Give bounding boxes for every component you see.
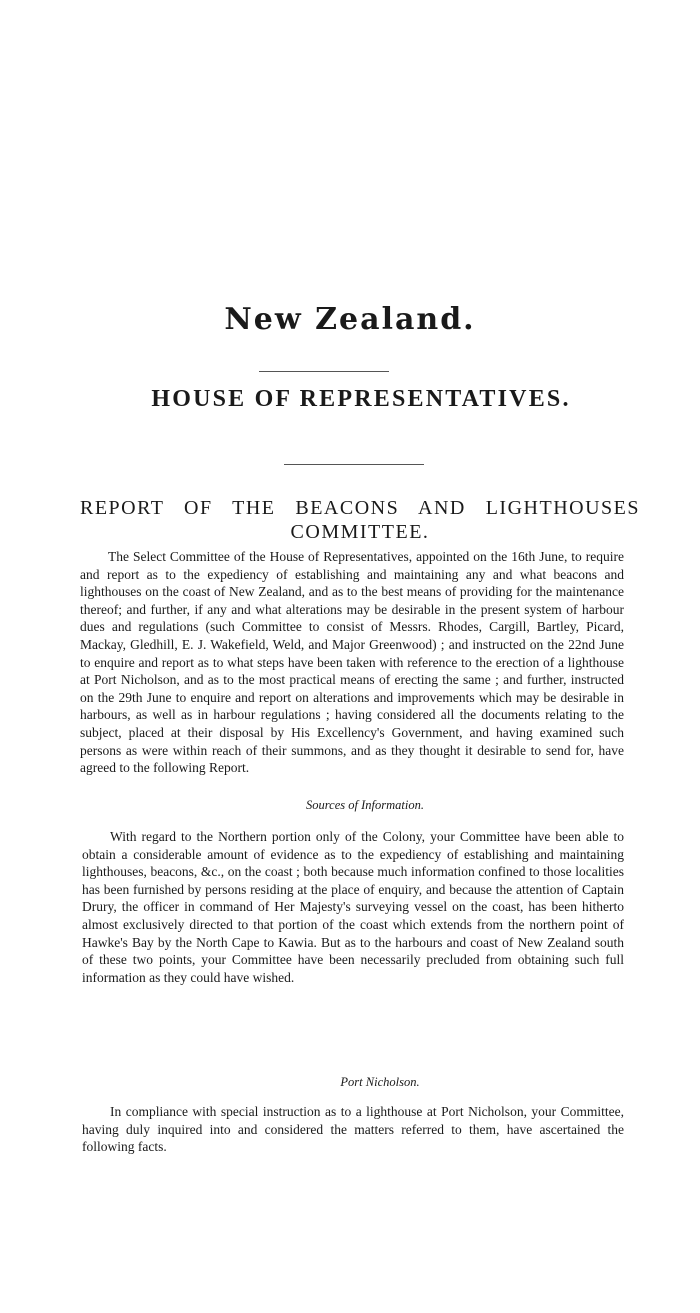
report-title-line-2: COMMITTEE. <box>290 521 430 543</box>
report-title-line-1: REPORT OF THE BEACONS AND LIGHTHOUSES <box>80 497 640 519</box>
sources-paragraph: With regard to the Northern portion only of the Colony, your Committee have been able to obtain a considerable amount of evidence as to the expediency of establishing and maintaining lighthouses, beacons, &c., on the coast ; both because much information confined to those localities has been furnished by persons residing at the place of enquiry, and because the attention of Captain Drury, the officer in command of Her Majesty's surveying vessel on the coast, has been hitherto almost exclusively directed to that portion of the coast which extends from the northern point of Hawke's Bay by the North Cape to Kawia. But as to the harbours and coast of New Zealand south of these two points, your Committee have been necessarily precluded from obtaining such full information as they could have wished. <box>82 829 624 985</box>
house-heading: HOUSE OF REPRESENTATIVES. <box>151 386 571 412</box>
port-nicholson-heading: Port Nicholson. <box>340 1075 420 1089</box>
divider-rule-bottom <box>284 464 424 465</box>
intro-paragraph: The Select Committee of the House of Representatives, appointed on the 16th June, to require and report as to the expediency of establishing and maintaining any and what beacons and lighthouses on the coast of New Zealand, and as to the best means of providing for the maintenance thereof; and further, if any and what alterations may be desirable in the present system of harbour dues and regulations (such Committee to consist of Messrs. Rhodes, Cargill, Bartley, Picard, Mackay, Gledhill, E. J. Wakefield, Weld, and Major Greenwood) ; and instructed on the 22nd June to enquire and report as to what steps have been taken with reference to the erection of a lighthouse at Port Nicholson, and as to the most practical means of erecting the same ; and further, instructed on the 29th June to enquire and report on alterations and improvements which may be desirable in harbours, as well as in harbour regulations ; having considered all the documents relating to the subject, placed at their disposal by His Excellency's Government, and having examined such persons as were within reach of their summons, and as they thought it desirable to send for, have agreed to the following Report. <box>80 549 624 776</box>
report-title <box>80 496 640 544</box>
divider-rule-top <box>259 371 389 372</box>
country-heading: New Zealand. <box>224 302 476 337</box>
sources-heading: Sources of Information. <box>306 798 424 812</box>
port-nicholson-paragraph: In compliance with special instruction as to a lighthouse at Port Nicholson, your Committee, having duly inquired into and considered the matters referred to them, have ascertained the following facts. <box>82 1104 624 1155</box>
